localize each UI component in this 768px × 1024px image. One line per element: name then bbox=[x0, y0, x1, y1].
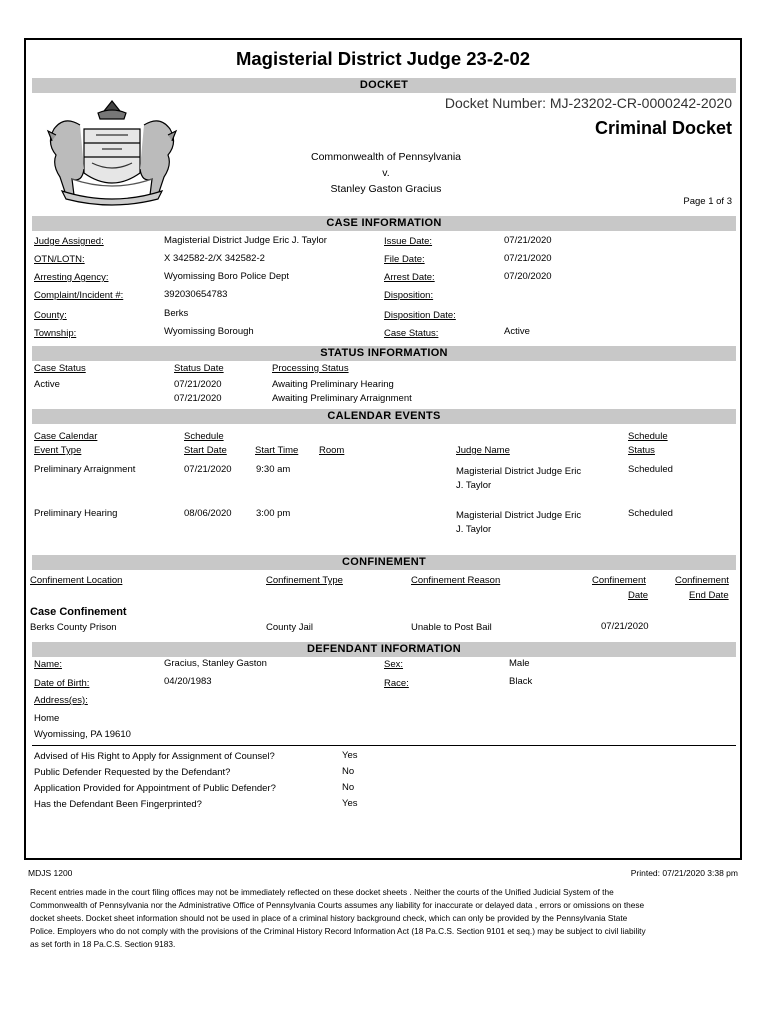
case-status-value: Active bbox=[504, 326, 530, 337]
confinement-col-type: Confinement Type bbox=[266, 575, 343, 586]
printed-timestamp: Printed: 07/21/2020 3:38 pm bbox=[630, 868, 738, 878]
event-status: Scheduled bbox=[628, 464, 673, 475]
sex-label: Sex: bbox=[384, 659, 404, 670]
calendar-events-bar: CALENDAR EVENTS bbox=[32, 409, 736, 424]
case-caption bbox=[226, 149, 546, 197]
public-defender-question: Public Defender Requested by the Defendant? bbox=[34, 767, 231, 778]
confinement-col-reason: Confinement Reason bbox=[411, 575, 501, 586]
status-row-case-status: Active bbox=[34, 379, 60, 390]
confinement-col-end-date: End Date bbox=[689, 590, 729, 601]
address-type: Home bbox=[34, 713, 60, 724]
case-information-bar: CASE INFORMATION bbox=[32, 216, 736, 231]
calendar-col-start-date: Start Date bbox=[184, 445, 227, 456]
counsel-answer: Yes bbox=[342, 750, 358, 761]
arresting-agency-value: Wyomissing Boro Police Dept bbox=[164, 271, 290, 282]
township-label: Township: bbox=[34, 328, 77, 339]
county-label: County: bbox=[34, 310, 67, 321]
judge-assigned-value: Magisterial District Judge Eric J. Taylor bbox=[164, 235, 327, 246]
fingerprinted-answer: Yes bbox=[342, 798, 358, 809]
page-indicator: Page 1 of 3 bbox=[683, 196, 732, 207]
event-type: Preliminary Arraignment bbox=[34, 464, 136, 475]
event-start-date: 08/06/2020 bbox=[184, 508, 232, 519]
address-label: Address(es): bbox=[34, 695, 88, 706]
judge-assigned-label: Judge Assigned: bbox=[34, 236, 104, 247]
calendar-col-status: Status bbox=[628, 445, 655, 456]
status-col-status-date: Status Date bbox=[174, 363, 224, 374]
file-date-label: File Date: bbox=[384, 254, 425, 265]
event-start-time: 3:00 pm bbox=[256, 508, 291, 519]
application-question: Application Provided for Appointment of Public Defender? bbox=[34, 783, 276, 794]
docket-frame bbox=[24, 38, 742, 860]
counsel-question: Advised of His Right to Apply for Assignment of Counsel? bbox=[34, 751, 275, 762]
dob-label: Date of Birth: bbox=[34, 678, 90, 689]
public-defender-answer: No bbox=[342, 766, 355, 777]
otn-value: X 342582-2/X 342582-2 bbox=[164, 253, 265, 264]
fingerprinted-question: Has the Defendant Been Fingerprinted? bbox=[34, 799, 202, 810]
docket-number: Docket Number: MJ-23202-CR-0000242-2020 bbox=[444, 95, 732, 111]
status-col-processing: Processing Status bbox=[272, 363, 349, 374]
file-date-value: 07/21/2020 bbox=[504, 253, 552, 264]
arrest-date-value: 07/20/2020 bbox=[504, 271, 552, 282]
docket-bar: DOCKET bbox=[32, 78, 736, 93]
address-city: Wyomissing, PA 19610 bbox=[34, 729, 131, 740]
complaint-label: Complaint/Incident #: bbox=[34, 290, 124, 301]
defendant-name-value: Gracius, Stanley Gaston bbox=[164, 658, 267, 669]
arresting-agency-label: Arresting Agency: bbox=[34, 272, 109, 283]
case-status-label: Case Status: bbox=[384, 328, 439, 339]
confinement-col-end-date: Confinement bbox=[675, 575, 729, 586]
court-title: Magisterial District Judge 23-2-02 bbox=[235, 48, 531, 69]
arrest-date-label: Arrest Date: bbox=[384, 272, 435, 283]
race-value: Black bbox=[509, 676, 533, 687]
county-value: Berks bbox=[164, 308, 189, 319]
dob-value: 04/20/1983 bbox=[164, 676, 212, 687]
event-judge-name: J. Taylor bbox=[456, 480, 492, 491]
calendar-col-schedule: Schedule bbox=[628, 431, 668, 442]
defendant-information-bar: DEFENDANT INFORMATION bbox=[32, 642, 736, 657]
event-start-date: 07/21/2020 bbox=[184, 464, 232, 475]
status-row-processing: Awaiting Preliminary Hearing bbox=[272, 379, 394, 390]
calendar-col-event-type: Event Type bbox=[34, 445, 82, 456]
disposition-label: Disposition: bbox=[384, 290, 434, 301]
case-confinement-heading: Case Confinement bbox=[30, 606, 127, 618]
confinement-col-date: Confinement bbox=[592, 575, 646, 586]
calendar-col-start-time: Start Time bbox=[255, 445, 299, 456]
issue-date-label: Issue Date: bbox=[384, 236, 433, 247]
event-judge-name: Magisterial District Judge Eric bbox=[456, 510, 582, 521]
disclaimer-text: Recent entries made in the court filing offices may not be immediately reflected on these docket sheets . Neither the courts of the Unified Judicial System of the Commonwealth of Pennsylvania nor the Administrative Office of Pennsylvania Courts assumes any liability for inaccurate or delayed data , errors or omissions on these docket sheets. Docket sheet information should not be used in place of a criminal history background check, which can only be provided by the Pennsylvania State Police. Employers who do not comply with the provisions of the Criminal History Record Information Act (18 Pa.C.S. Section 9101 et seq.) may be subject to civil liability as set forth in 18 Pa.C.S. Section 9183. bbox=[30, 887, 646, 949]
application-answer: No bbox=[342, 782, 355, 793]
race-label: Race: bbox=[384, 678, 409, 689]
otn-label: OTN/LOTN: bbox=[34, 254, 85, 265]
event-judge-name: Magisterial District Judge Eric bbox=[456, 466, 582, 477]
confinement-date: 07/21/2020 bbox=[601, 621, 649, 632]
event-judge-name: J. Taylor bbox=[456, 524, 492, 535]
confinement-type: County Jail bbox=[266, 622, 313, 633]
defendant-name: Stanley Gaston Gracius bbox=[330, 183, 442, 195]
plaintiff-name: Commonwealth of Pennsylvania bbox=[311, 151, 461, 163]
event-status: Scheduled bbox=[628, 508, 673, 519]
status-col-case-status: Case Status bbox=[34, 363, 86, 374]
calendar-col-room: Room bbox=[319, 445, 345, 456]
calendar-col-schedule: Schedule bbox=[184, 431, 224, 442]
confinement-location: Berks County Prison bbox=[30, 622, 117, 633]
status-row-date: 07/21/2020 bbox=[174, 379, 222, 390]
issue-date-value: 07/21/2020 bbox=[504, 235, 552, 246]
sex-value: Male bbox=[509, 658, 530, 669]
event-type: Preliminary Hearing bbox=[34, 508, 118, 519]
status-row-date: 07/21/2020 bbox=[174, 393, 222, 404]
form-id: MDJS 1200 bbox=[28, 868, 73, 878]
section-divider bbox=[32, 745, 736, 746]
confinement-reason: Unable to Post Bail bbox=[411, 622, 492, 633]
docket-kind: Criminal Docket bbox=[594, 118, 732, 138]
confinement-col-date: Date bbox=[628, 590, 649, 601]
complaint-value: 392030654783 bbox=[164, 289, 228, 300]
status-information-bar: STATUS INFORMATION bbox=[32, 346, 736, 361]
calendar-col-judge-name: Judge Name bbox=[456, 445, 510, 456]
township-value: Wyomissing Borough bbox=[164, 326, 254, 337]
defendant-name-label: Name: bbox=[34, 659, 62, 670]
status-row-processing: Awaiting Preliminary Arraignment bbox=[272, 393, 412, 404]
confinement-bar: CONFINEMENT bbox=[32, 555, 736, 570]
event-start-time: 9:30 am bbox=[256, 464, 291, 475]
confinement-col-location: Confinement Location bbox=[30, 575, 123, 586]
pennsylvania-seal-icon bbox=[32, 95, 192, 210]
calendar-col-case-calendar: Case Calendar bbox=[34, 431, 98, 442]
versus-label: v. bbox=[382, 167, 390, 179]
disposition-date-label: Disposition Date: bbox=[384, 310, 456, 321]
